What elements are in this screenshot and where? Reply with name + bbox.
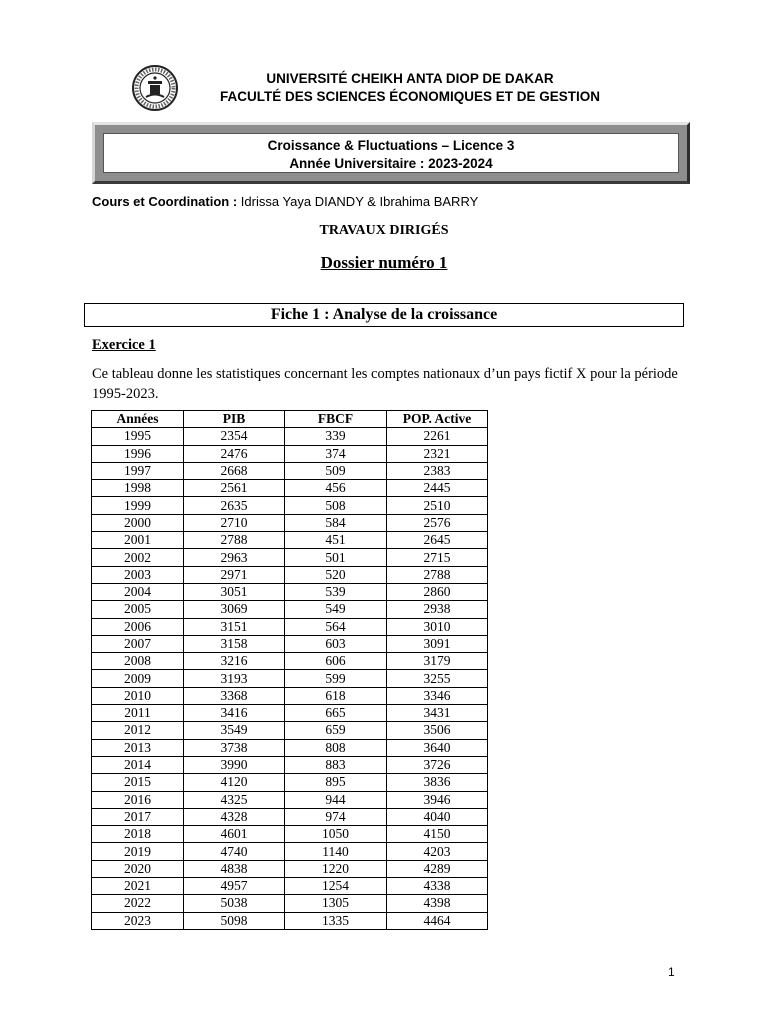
cell-pop-active: 3640	[387, 739, 488, 756]
cell-pib: 5038	[184, 895, 285, 912]
cell-pib: 3151	[184, 618, 285, 635]
cell-pib: 2476	[184, 445, 285, 462]
table-row	[92, 687, 488, 704]
cell-year: 2021	[92, 878, 184, 895]
table-row	[92, 428, 488, 445]
cell-fbcf: 451	[285, 532, 387, 549]
cell-pop-active: 2576	[387, 514, 488, 531]
cell-year: 1995	[92, 428, 184, 445]
cell-pib: 4328	[184, 808, 285, 825]
cell-fbcf: 895	[285, 774, 387, 791]
cell-year: 2014	[92, 756, 184, 773]
cell-fbcf: 1140	[285, 843, 387, 860]
cell-fbcf: 665	[285, 705, 387, 722]
table-row	[92, 566, 488, 583]
table-row	[92, 514, 488, 531]
cell-year: 2018	[92, 826, 184, 843]
cell-pop-active: 3431	[387, 705, 488, 722]
cell-pop-active: 3255	[387, 670, 488, 687]
cell-pib: 2668	[184, 462, 285, 479]
course-title: Croissance & Fluctuations – Licence 3	[267, 138, 515, 153]
cell-fbcf: 1220	[285, 860, 387, 877]
header-pop-active: POP. Active	[387, 411, 488, 428]
cell-pop-active: 2445	[387, 480, 488, 497]
cell-pib: 3051	[184, 583, 285, 600]
cell-pib: 2963	[184, 549, 285, 566]
header-fbcf: FBCF	[285, 411, 387, 428]
cell-pop-active: 3179	[387, 653, 488, 670]
table-row	[92, 808, 488, 825]
table-row	[92, 532, 488, 549]
cell-fbcf: 603	[285, 635, 387, 652]
dossier-title: Dossier numéro 1	[320, 253, 448, 272]
cell-pop-active: 2788	[387, 566, 488, 583]
cell-fbcf: 374	[285, 445, 387, 462]
coordination-names: Idrissa Yaya DIANDY & Ibrahima BARRY	[240, 194, 479, 209]
header-pib: PIB	[184, 411, 285, 428]
table-row	[92, 843, 488, 860]
cell-fbcf: 456	[285, 480, 387, 497]
cell-fbcf: 509	[285, 462, 387, 479]
cell-fbcf: 659	[285, 722, 387, 739]
cell-pop-active: 3346	[387, 687, 488, 704]
cell-pop-active: 4040	[387, 808, 488, 825]
cell-pop-active: 3506	[387, 722, 488, 739]
table-row	[92, 791, 488, 808]
table-row	[92, 583, 488, 600]
cell-year: 2006	[92, 618, 184, 635]
cell-year: 2008	[92, 653, 184, 670]
header-years: Années	[92, 411, 184, 428]
table-row	[92, 756, 488, 773]
cell-fbcf: 339	[285, 428, 387, 445]
cell-pib: 2971	[184, 566, 285, 583]
cell-pib: 4957	[184, 878, 285, 895]
cell-year: 2012	[92, 722, 184, 739]
cell-year: 2003	[92, 566, 184, 583]
cell-pop-active: 2715	[387, 549, 488, 566]
table-row	[92, 860, 488, 877]
exercise-text: Ce tableau donne les statistiques concernant les comptes nationaux d’un pays fictif X pour la période 1995-2023.	[92, 366, 678, 402]
cell-pop-active: 4203	[387, 843, 488, 860]
cell-year: 2002	[92, 549, 184, 566]
cell-year: 2019	[92, 843, 184, 860]
cell-year: 2005	[92, 601, 184, 618]
cell-pib: 3069	[184, 601, 285, 618]
fiche-title: Fiche 1 : Analyse de la croissance	[84, 303, 684, 327]
cell-pop-active: 2645	[387, 532, 488, 549]
cell-pop-active: 2383	[387, 462, 488, 479]
cell-year: 2007	[92, 635, 184, 652]
cell-pib: 4325	[184, 791, 285, 808]
cell-pib: 3416	[184, 705, 285, 722]
university-header	[190, 70, 630, 106]
page-number: 1	[668, 965, 675, 979]
cell-pib: 3216	[184, 653, 285, 670]
cell-pib: 4120	[184, 774, 285, 791]
cell-pop-active: 3726	[387, 756, 488, 773]
cell-pib: 4740	[184, 843, 285, 860]
cell-pop-active: 2510	[387, 497, 488, 514]
faculty-name: FACULTÉ DES SCIENCES ÉCONOMIQUES ET DE GESTION	[219, 89, 601, 104]
cell-fbcf: 1050	[285, 826, 387, 843]
cell-year: 1996	[92, 445, 184, 462]
cell-fbcf: 508	[285, 497, 387, 514]
td-title: TRAVAUX DIRIGÉS	[319, 223, 449, 238]
cell-fbcf: 944	[285, 791, 387, 808]
cell-pib: 3549	[184, 722, 285, 739]
table-row	[92, 497, 488, 514]
table-row	[92, 722, 488, 739]
cell-pop-active: 4338	[387, 878, 488, 895]
university-seal-icon	[129, 64, 181, 112]
cell-pib: 2788	[184, 532, 285, 549]
coordination-label: Cours et Coordination :	[92, 194, 238, 209]
cell-year: 1999	[92, 497, 184, 514]
cell-pop-active: 3091	[387, 635, 488, 652]
table-row	[92, 739, 488, 756]
cell-pib: 4838	[184, 860, 285, 877]
cell-year: 2013	[92, 739, 184, 756]
cell-year: 1998	[92, 480, 184, 497]
cell-fbcf: 974	[285, 808, 387, 825]
cell-pop-active: 3836	[387, 774, 488, 791]
table-row	[92, 774, 488, 791]
table-row	[92, 670, 488, 687]
table-row	[92, 445, 488, 462]
cell-fbcf: 549	[285, 601, 387, 618]
cell-pop-active: 4464	[387, 912, 488, 929]
course-title-frame	[92, 122, 690, 184]
cell-fbcf: 618	[285, 687, 387, 704]
table-row	[92, 462, 488, 479]
table-row	[92, 705, 488, 722]
cell-fbcf: 1254	[285, 878, 387, 895]
coordination-line	[92, 194, 478, 209]
cell-fbcf: 520	[285, 566, 387, 583]
cell-pop-active: 4289	[387, 860, 488, 877]
table-row	[92, 549, 488, 566]
cell-year: 2020	[92, 860, 184, 877]
cell-pop-active: 2261	[387, 428, 488, 445]
cell-year: 2022	[92, 895, 184, 912]
cell-pib: 4601	[184, 826, 285, 843]
cell-pib: 3990	[184, 756, 285, 773]
cell-pib: 2354	[184, 428, 285, 445]
cell-fbcf: 883	[285, 756, 387, 773]
table-row	[92, 480, 488, 497]
cell-pop-active: 2860	[387, 583, 488, 600]
cell-fbcf: 584	[285, 514, 387, 531]
cell-year: 2009	[92, 670, 184, 687]
cell-year: 2023	[92, 912, 184, 929]
cell-fbcf: 564	[285, 618, 387, 635]
cell-pib: 2561	[184, 480, 285, 497]
cell-year: 2015	[92, 774, 184, 791]
academic-year: Année Universitaire : 2023-2024	[289, 156, 493, 171]
table-row	[92, 878, 488, 895]
cell-fbcf: 501	[285, 549, 387, 566]
cell-year: 2000	[92, 514, 184, 531]
cell-year: 2016	[92, 791, 184, 808]
exercise-title: Exercice 1	[92, 337, 156, 353]
university-name: UNIVERSITÉ CHEIKH ANTA DIOP DE DAKAR	[266, 71, 554, 86]
cell-year: 2017	[92, 808, 184, 825]
national-accounts-table	[91, 410, 488, 930]
table-body	[92, 428, 488, 930]
cell-year: 2004	[92, 583, 184, 600]
cell-pop-active: 4150	[387, 826, 488, 843]
cell-pop-active: 3946	[387, 791, 488, 808]
cell-pib: 3368	[184, 687, 285, 704]
table-row	[92, 618, 488, 635]
cell-year: 2001	[92, 532, 184, 549]
table-row	[92, 895, 488, 912]
table-row	[92, 653, 488, 670]
cell-pop-active: 2321	[387, 445, 488, 462]
cell-pib: 3738	[184, 739, 285, 756]
cell-fbcf: 599	[285, 670, 387, 687]
cell-fbcf: 539	[285, 583, 387, 600]
cell-year: 2011	[92, 705, 184, 722]
table-row	[92, 601, 488, 618]
cell-pib: 3158	[184, 635, 285, 652]
cell-fbcf: 1335	[285, 912, 387, 929]
cell-pop-active: 3010	[387, 618, 488, 635]
cell-fbcf: 606	[285, 653, 387, 670]
cell-pib: 3193	[184, 670, 285, 687]
cell-year: 1997	[92, 462, 184, 479]
table-row	[92, 635, 488, 652]
table-row	[92, 912, 488, 929]
table-row	[92, 826, 488, 843]
table-header-row	[92, 411, 488, 428]
cell-pop-active: 2938	[387, 601, 488, 618]
cell-year: 2010	[92, 687, 184, 704]
course-title-box	[103, 133, 679, 173]
cell-pib: 2710	[184, 514, 285, 531]
cell-fbcf: 1305	[285, 895, 387, 912]
cell-pop-active: 4398	[387, 895, 488, 912]
cell-fbcf: 808	[285, 739, 387, 756]
cell-pib: 2635	[184, 497, 285, 514]
cell-pib: 5098	[184, 912, 285, 929]
